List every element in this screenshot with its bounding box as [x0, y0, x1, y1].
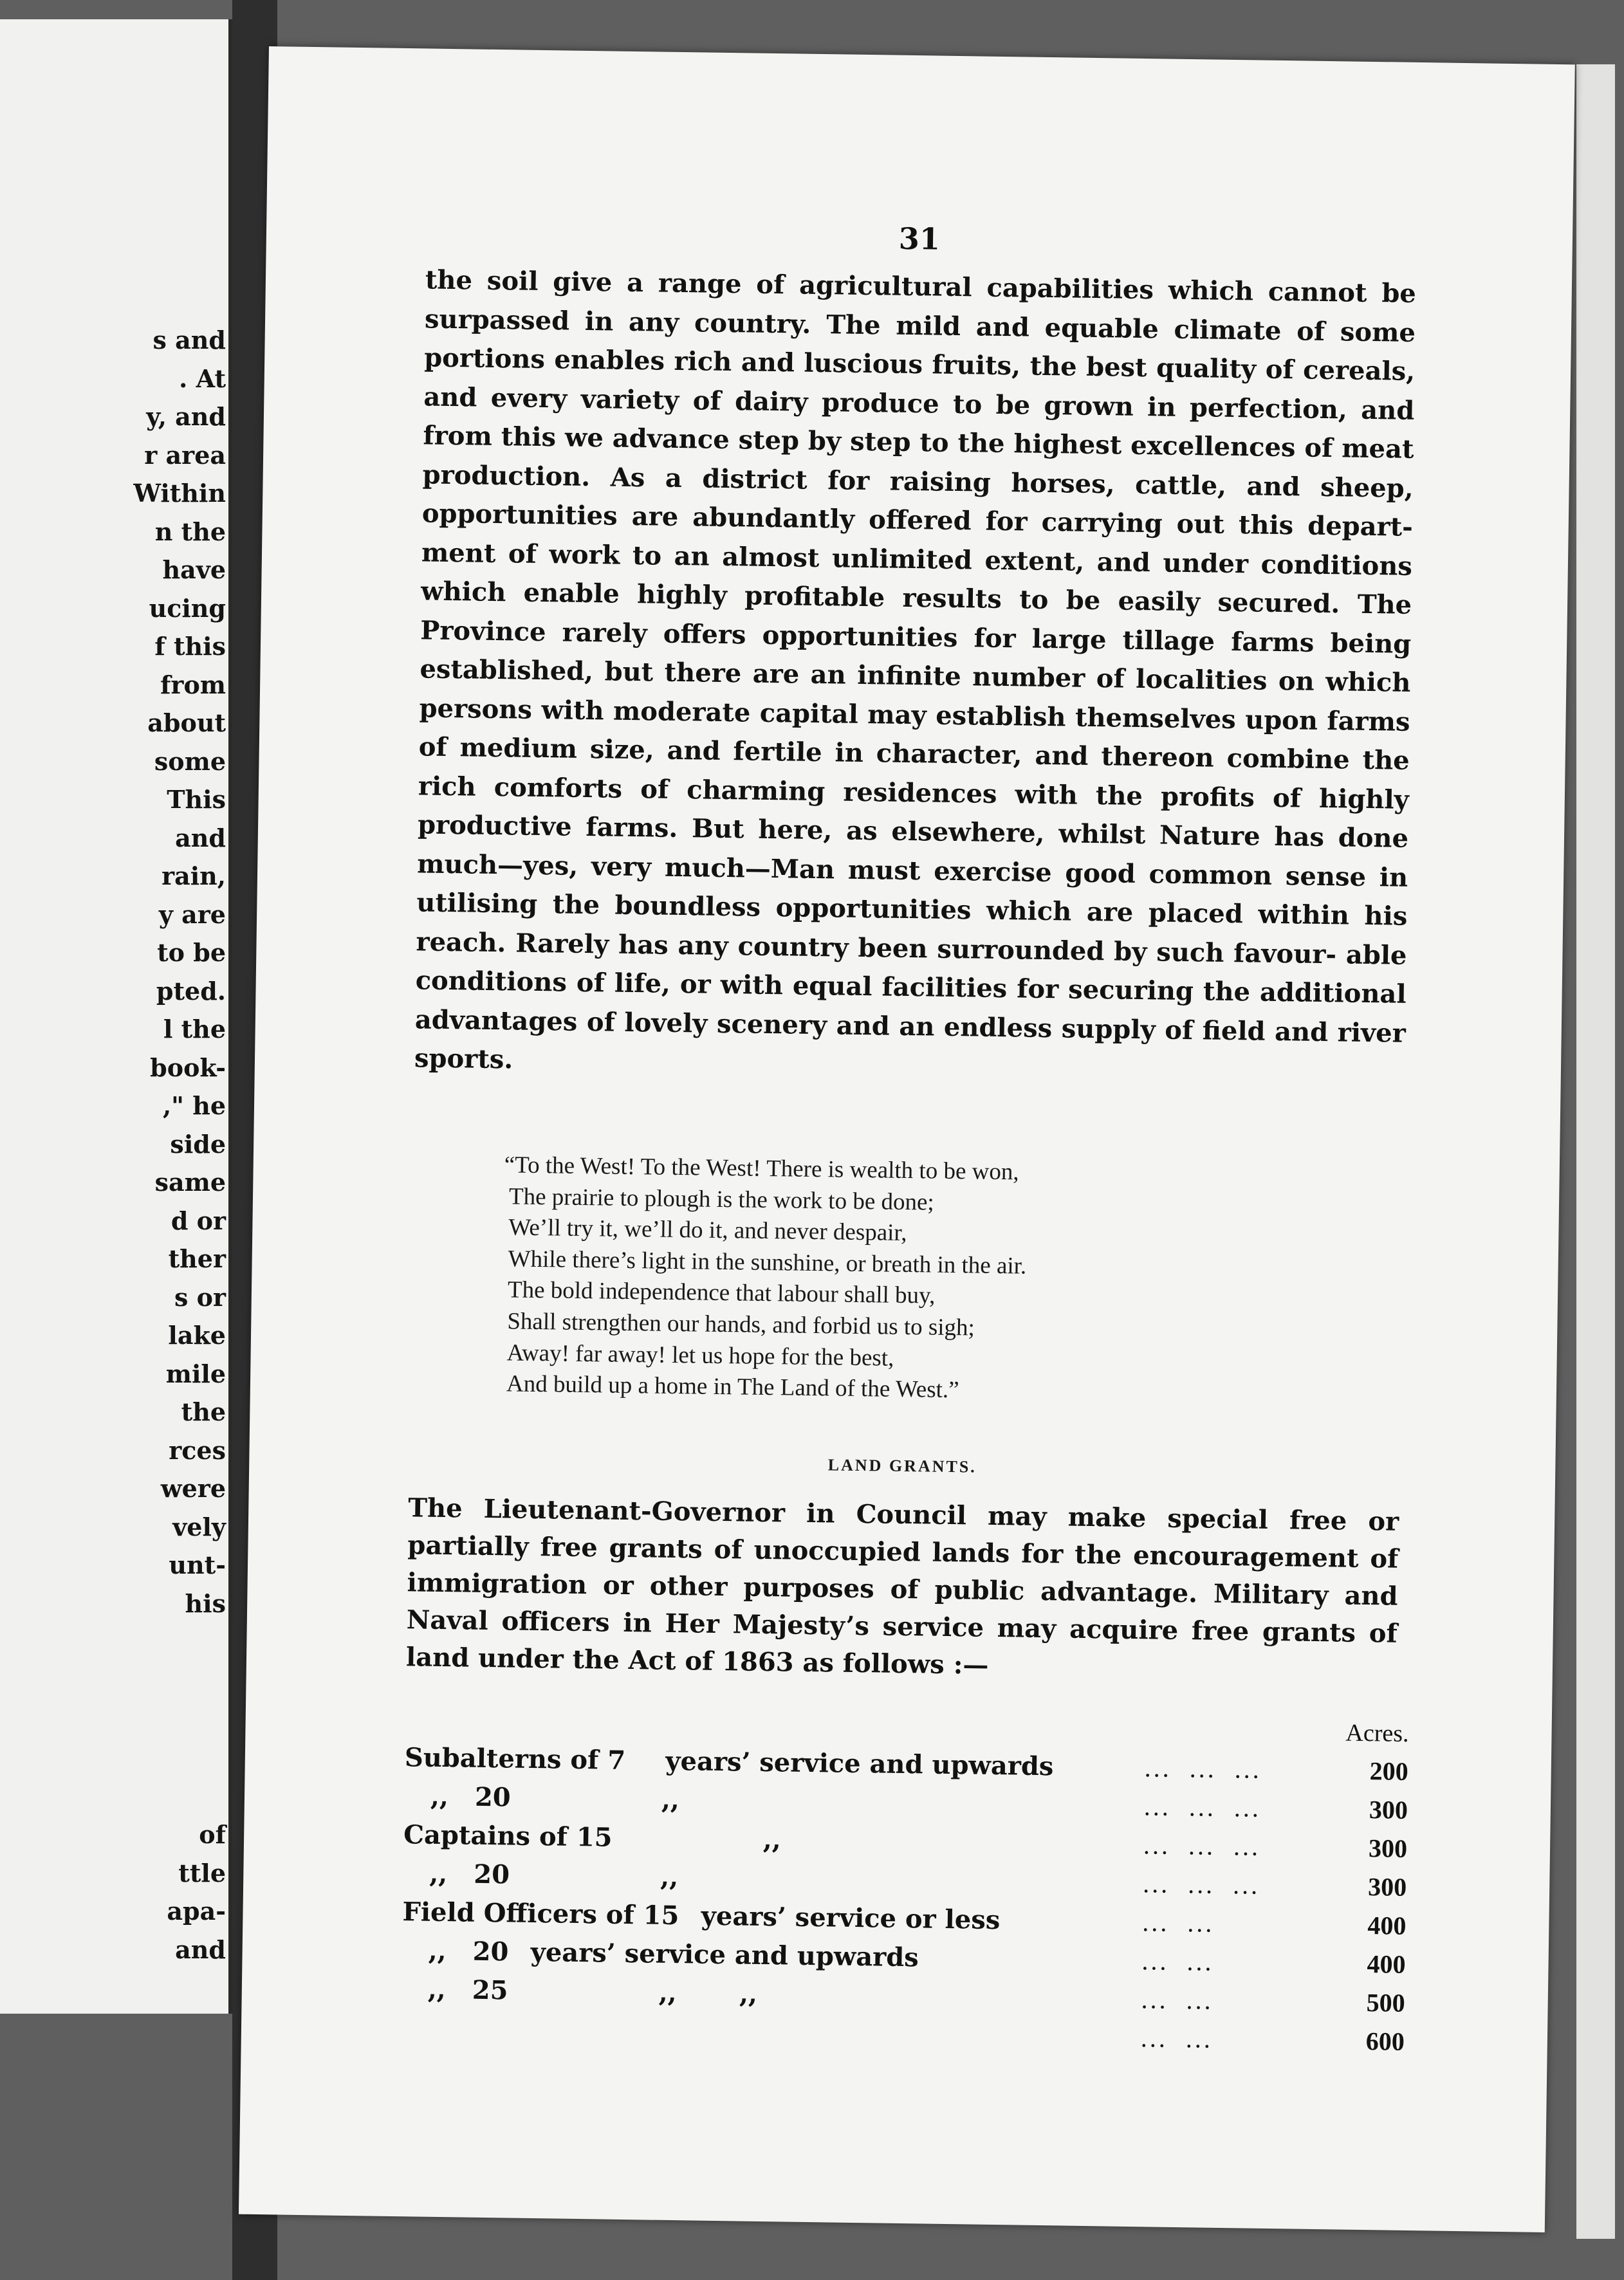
- left-page-fragment: and: [175, 823, 226, 852]
- left-page-fragment: lake: [168, 1321, 226, 1350]
- left-page-fragment: some: [154, 746, 226, 776]
- left-page-fragment: s and: [152, 326, 226, 354]
- rank-label: Captains of: [403, 1819, 568, 1852]
- years-value: 15: [643, 1900, 679, 1931]
- poem-line: Away! far away! let us hope for the best,: [506, 1339, 894, 1372]
- poem-line: While there’s light in the sunshine, or breath in the air.: [508, 1246, 1027, 1280]
- service-text: ,, ,,: [658, 1977, 758, 2009]
- page-number: 31: [898, 221, 941, 257]
- right-page: [239, 46, 1575, 2232]
- poem-line: Shall strengthen our hands, and forbid us to sigh;: [507, 1308, 975, 1341]
- years-value: 20: [474, 1859, 510, 1890]
- left-page-fragment: pted.: [156, 976, 226, 1006]
- leader-dots: ... ...: [1142, 1908, 1215, 1938]
- leader-dots: ... ... ...: [1143, 1830, 1261, 1861]
- rank-label: ,,: [427, 1974, 447, 2005]
- left-page: [0, 19, 232, 2014]
- left-page-fragment: about: [147, 708, 226, 737]
- acres-value: 600: [1365, 2027, 1405, 2056]
- acres-table: [401, 1695, 1409, 2057]
- service-text: ,,: [661, 1784, 680, 1816]
- poem-line: “To the West! To the West! There is wealth to be won,: [504, 1152, 1019, 1186]
- left-page-fragment: ucing: [149, 593, 226, 623]
- leader-dots: ... ... ...: [1143, 1792, 1262, 1823]
- left-page-fragment: unt-: [169, 1550, 226, 1579]
- left-page-fragment: side: [170, 1129, 226, 1159]
- acres-header: Acres.: [1345, 1719, 1409, 1747]
- left-page-fragment: s or: [174, 1282, 226, 1312]
- leader-dots: ... ...: [1140, 2023, 1213, 2054]
- body-paragraph: the soil give a range of agricultural capabilities which cannot be surpassed in any country. The mild and equable climate of some portions enables rich and luscious fruits, the best quality of cereals, and every variety of dairy produce to be grown in perfection, and from this we advance step by step to the highest excellences of meat production. As a district for raising horses, cattle, and sheep, opportunities are abundantly offered for carrying out this depart- ment of work to an almost unlimited extent, and under conditions which enable highly profitable results to be easily secured. The Province rarely offers opportunities for large tillage farms being established, but there are an infinite number of localities on which persons with moderate capital may establish themselves upon farms of medium size, and fertile in character, and thereon combine the rich comforts of charming residences with the profits of highly productive farms. But here, as elsewhere, whilst Nature has done much—yes, very much—Man must exercise good common sense in utilising the boundless opportunities which are placed within his reach. Rarely has any country been surrounded by such favour- able conditions of life, or with equal facilities for securing the additional advantages of lovely scenery and an endless supply of field and river sports.: [414, 264, 1417, 1075]
- left-page-fragment: ther: [168, 1244, 226, 1273]
- left-page-fragment: apa-: [167, 1897, 226, 1926]
- poem-line: And build up a home in The Land of the West.”: [506, 1370, 959, 1404]
- left-page-fragment: This: [167, 785, 226, 814]
- years-value: [410, 2036, 468, 2037]
- left-page-fragment: to be: [157, 938, 226, 967]
- poem-line: The bold independence that labour shall buy,: [507, 1276, 936, 1310]
- rank-label: ,,: [428, 1935, 447, 1967]
- left-page-fragment: ," he: [162, 1091, 226, 1120]
- service-text: years’ service and upwards: [530, 1936, 919, 1973]
- left-page-fragment: vely: [172, 1512, 226, 1541]
- left-page-fragment: same: [154, 1168, 226, 1197]
- left-page-fragment: ttle: [178, 1858, 226, 1888]
- section-heading: LAND GRANTS.: [827, 1455, 977, 1476]
- poem-line: The prairie to plough is the work to be done;: [508, 1182, 935, 1216]
- years-value: 15: [576, 1821, 613, 1853]
- left-page-fragment: have: [162, 555, 226, 584]
- left-page-fragment: n the: [154, 517, 226, 546]
- leader-dots: ... ...: [1141, 1985, 1214, 2015]
- leader-dots: ... ... ...: [1142, 1869, 1260, 1900]
- years-value: 7: [607, 1745, 626, 1776]
- service-text: ,,: [660, 1861, 679, 1893]
- left-page-fragment: rces: [169, 1435, 226, 1465]
- left-page-fragment: of: [199, 1820, 226, 1849]
- left-page-fragment: f this: [154, 632, 226, 661]
- acres-value: 300: [1367, 1872, 1407, 1902]
- years-value: 20: [472, 1936, 509, 1967]
- grants-paragraph: The Lieutenant-Governor in Council may make special free or partially free grants of unoccupied lands for the encouragement of immigration or other purposes of public advantage. Military and Naval officers in Her Majesty’s service may acquire free grants of land under the Act of 1863 as follows :—: [405, 1493, 1399, 1680]
- rank-label: ,,: [430, 1781, 449, 1812]
- poem-line: We’ll try it, we’ll do it, and never despair,: [508, 1214, 907, 1247]
- left-page-fragment: y, and: [146, 402, 226, 431]
- acres-value: 400: [1367, 1911, 1407, 1940]
- service-text: years’ service or less: [701, 1900, 1001, 1936]
- service-text: years’ service and upwards: [665, 1745, 1054, 1782]
- leader-dots: ... ...: [1141, 1946, 1214, 1976]
- page-edge: [1576, 64, 1615, 2239]
- acres-value: 200: [1369, 1756, 1409, 1786]
- acres-value: 500: [1366, 1988, 1406, 2018]
- left-page-fragment: mile: [165, 1359, 226, 1388]
- left-page-fragment: . At: [179, 363, 226, 393]
- left-page-fragment: the: [181, 1397, 226, 1426]
- leader-dots: ... ... ...: [1144, 1753, 1262, 1784]
- left-page-fragment: l the: [163, 1015, 226, 1043]
- left-page-fragment: r area: [144, 440, 226, 470]
- acres-value: 300: [1368, 1834, 1408, 1863]
- left-page-fragment: were: [160, 1474, 226, 1503]
- acres-value: 300: [1369, 1795, 1408, 1825]
- left-page-fragment: book-: [150, 1053, 226, 1082]
- service-text: ,,: [762, 1824, 782, 1855]
- acres-value: 400: [1367, 1949, 1406, 1979]
- left-page-fragment: d or: [171, 1206, 226, 1235]
- left-page-fragment: his: [185, 1588, 226, 1618]
- rank-label: Subalterns of: [404, 1742, 599, 1776]
- left-page-fragment: y are: [158, 899, 226, 929]
- years-value: 25: [472, 1974, 508, 2006]
- rank-label: Field Officers of: [402, 1897, 635, 1931]
- left-page-fragment: from: [160, 670, 226, 699]
- left-page-fragment: rain,: [161, 861, 226, 890]
- years-value: 20: [474, 1781, 512, 1813]
- left-page-fragment: and: [175, 1935, 226, 1964]
- left-page-fragment: Within: [133, 479, 226, 508]
- poem: [501, 1150, 1277, 1410]
- rank-label: ,,: [429, 1858, 448, 1889]
